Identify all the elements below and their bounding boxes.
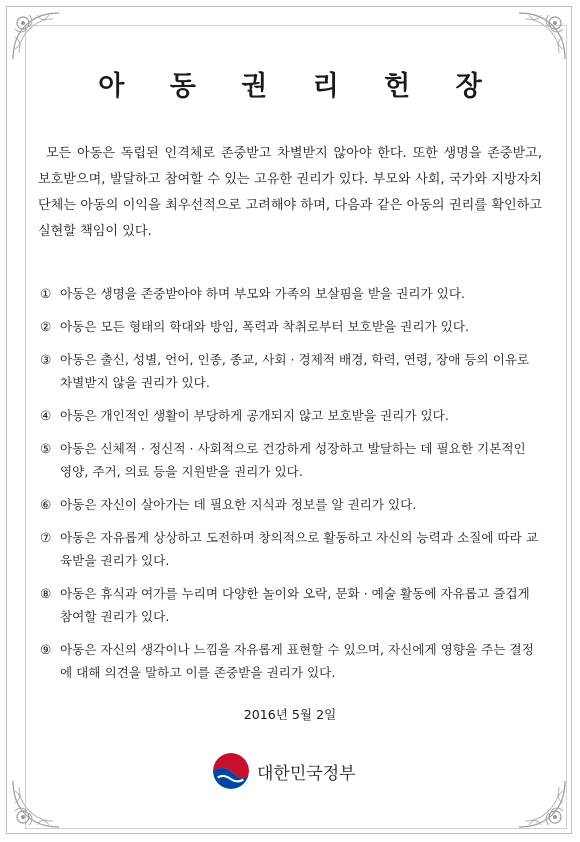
ornamental-corner-icon <box>515 777 569 831</box>
article-text: 아동은 자신의 생각이나 느낌을 자유롭게 표현할 수 있으며, 자신에게 영향을 주는 결정에 대해 의견을 말하고 이를 존중받을 권리가 있다. <box>60 642 534 680</box>
article-number: ⑧ <box>40 586 52 601</box>
list-item <box>40 437 540 483</box>
article-number: ④ <box>40 408 52 423</box>
list-item <box>40 526 540 572</box>
government-signature <box>212 752 356 790</box>
article-text: 아동은 개인적인 생활이 부당하게 공개되지 않고 보호받을 권리가 있다. <box>60 408 449 423</box>
list-item <box>40 315 540 338</box>
article-number: ⑦ <box>40 530 52 545</box>
article-text: 아동은 생명을 존중받아야 하며 부모와 가족의 보살핌을 받을 권리가 있다. <box>60 286 465 301</box>
article-number: ⑥ <box>40 497 52 512</box>
article-number: ⑤ <box>40 441 52 456</box>
list-item <box>40 582 540 628</box>
ornamental-corner-icon <box>515 9 569 63</box>
article-number: ③ <box>40 352 52 367</box>
articles-list <box>40 282 540 694</box>
ornamental-corner-icon <box>9 9 63 63</box>
list-item <box>40 404 540 427</box>
article-text: 아동은 신체적 · 정신적 · 사회적으로 건강하게 성장하고 발달하는 데 필요한 기본적인 영양, 주거, 의료 등을 지원받을 권리가 있다. <box>60 441 526 479</box>
issuer-name: 대한민국정부 <box>257 763 356 784</box>
article-text: 아동은 자유롭게 상상하고 도전하며 창의적으로 활동하고 자신의 능력과 소질에 따라 교육받을 권리가 있다. <box>60 530 538 568</box>
article-number: ⑨ <box>40 642 52 657</box>
preamble-paragraph: 모든 아동은 독립된 인격체로 존중받고 차별받지 않아야 한다. 또한 생명을 존중받고, 보호받으며, 발달하고 참여할 수 있는 고유한 권리가 있다. 부모와 사회, 국가와 지방자치단체는 아동의 이익을 최우선적으로 고려해야 하며, 다음과 같은 아동의 권리를 확인하고 실현할 책임이 있다. <box>38 146 542 239</box>
taegeuk-logo-icon <box>212 752 250 790</box>
list-item <box>40 282 540 305</box>
article-text: 아동은 모든 형태의 학대와 방임, 폭력과 착취로부터 보호받을 권리가 있다. <box>60 319 470 334</box>
article-text: 아동은 출신, 성별, 언어, 인종, 종교, 사회 · 경제적 배경, 학력, 연령, 장애 등의 이유로 차별받지 않을 권리가 있다. <box>60 352 530 390</box>
list-item <box>40 493 540 516</box>
list-item <box>40 348 540 394</box>
document-title: 아 동 권 리 헌 장 <box>98 71 500 102</box>
article-number: ② <box>40 319 52 334</box>
article-number: ① <box>40 286 52 301</box>
proclamation-date: 2016년 5월 2일 <box>243 707 337 722</box>
ornamental-corner-icon <box>9 777 63 831</box>
article-text: 아동은 휴식과 여가를 누리며 다양한 놀이와 오락, 문화 · 예술 활동에 자유롭고 즐겁게 참여할 권리가 있다. <box>60 586 530 624</box>
article-text: 아동은 자신이 살아가는 데 필요한 지식과 정보를 알 권리가 있다. <box>60 497 417 512</box>
list-item <box>40 638 540 684</box>
